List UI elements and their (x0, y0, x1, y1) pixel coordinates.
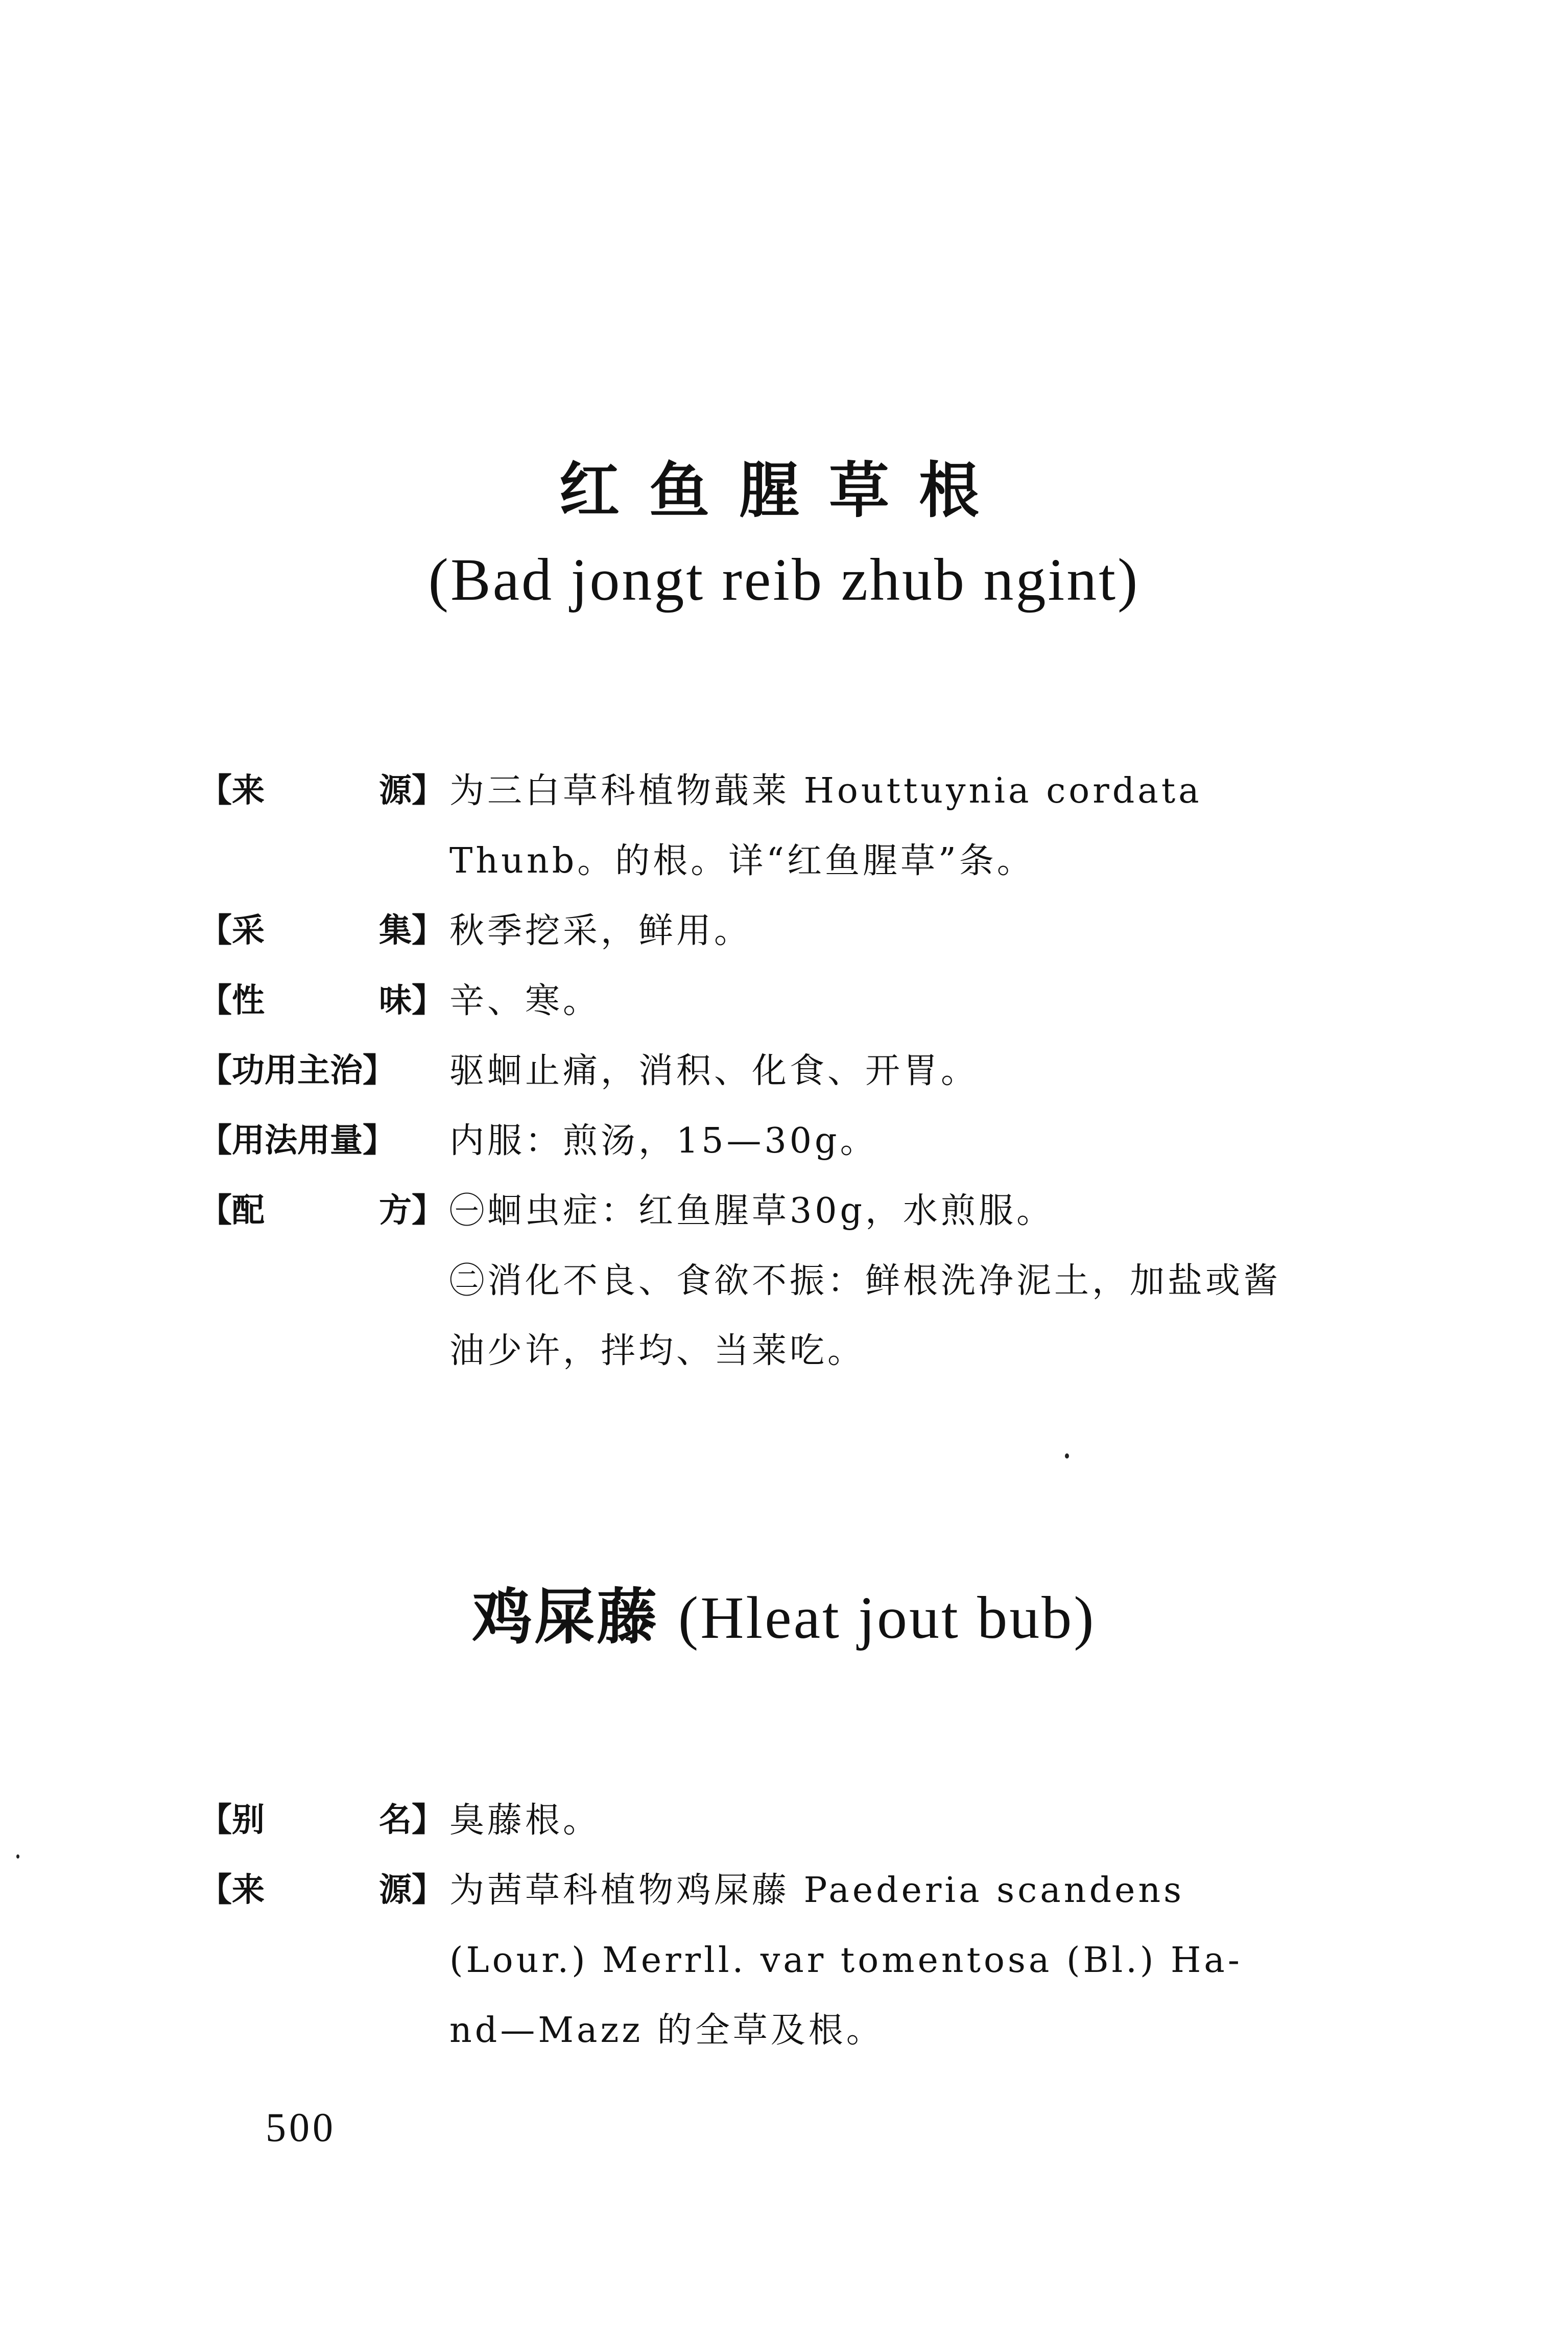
entry2-title (0, 1579, 1568, 1656)
entry1-field-source (199, 756, 1425, 896)
entry2-fields (199, 1785, 1425, 2065)
page-number: 500 (266, 2105, 336, 2150)
field-text: 为茜草科植物鸡屎藤 Paederia scandens (Lour.) Merrll. var tomentosa (Bl.) Ha- nd—Mazz 的全草及根。 (449, 1870, 1243, 2051)
entry1-field-dosage (199, 1106, 1425, 1176)
entry1-field-nature-taste (199, 966, 1425, 1036)
field-text: 为三白草科植物蕺莱 Houttuynia cordata Thunb。的根。详“红鱼腥草”条。 (449, 771, 1202, 881)
field-text: 秋季挖采，鲜用。 (449, 911, 752, 951)
entry1-title-chinese: 红鱼腥草根 (559, 455, 1009, 526)
entry1-field-prescription (199, 1176, 1425, 1386)
field-text: 辛、寒。 (449, 981, 601, 1021)
field-label: 【别 名】 (199, 1801, 444, 1839)
field-text: 内服：煎汤，15—30g。 (449, 1121, 878, 1161)
entry1-fields (199, 756, 1425, 1386)
field-label: 【性 味】 (199, 982, 444, 1020)
entry2-field-alias (199, 1785, 1425, 1855)
field-label: 【来 源】 (199, 772, 444, 810)
entry2-field-source (199, 1855, 1425, 2065)
entry1-field-collection (199, 896, 1425, 966)
field-label: 【配 方】 (199, 1192, 444, 1230)
field-label: 【来 源】 (199, 1871, 444, 1909)
field-label: 【采 集】 (199, 912, 444, 950)
entry2-title-romanized: (Hleat jout bub) (678, 1584, 1096, 1651)
field-text: 臭藤根。 (449, 1800, 601, 1841)
scan-speck (16, 1854, 19, 1859)
entry1-title-romanized: (Bad jongt reib zhub ngint) (428, 546, 1140, 613)
entry2-title-chinese: 鸡屎藤 (472, 1582, 659, 1652)
field-text: 驱蛔止痛，消积、化食、开胃。 (449, 1051, 979, 1091)
field-label: 【功用主治】 (199, 1052, 395, 1090)
entry1-field-indications (199, 1036, 1425, 1106)
scan-speck (1065, 1453, 1069, 1459)
field-text: ㊀蛔虫症：红鱼腥草30g，水煎服。 ㊁消化不良、食欲不振：鲜根洗净泥土，加盐或酱 油少许，拌均、当莱吃。 (449, 1191, 1281, 1371)
field-label: 【用法用量】 (199, 1122, 395, 1160)
